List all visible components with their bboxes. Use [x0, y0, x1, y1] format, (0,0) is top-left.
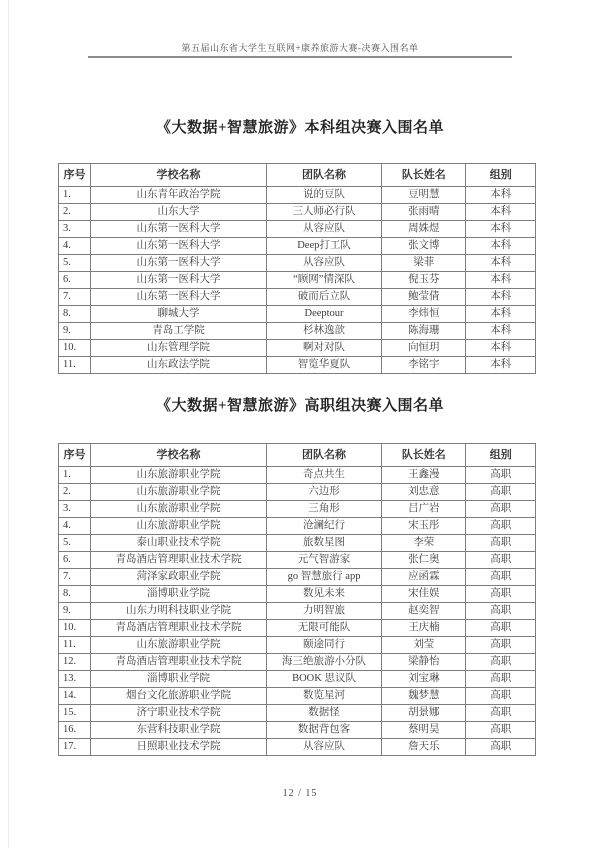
table-cell: 数见未来: [266, 586, 381, 603]
table-row: [59, 357, 536, 374]
table-cell: 数览星河: [266, 688, 381, 705]
table-row: [59, 637, 536, 654]
table-cell: 山东青年政治学院: [91, 187, 267, 204]
table-cell: 高职: [466, 552, 536, 569]
table-cell: 高职: [466, 603, 536, 620]
table-cell: 梁菲: [382, 255, 466, 272]
table-cell: 高职: [466, 688, 536, 705]
table-cell: 烟台文化旅游职业学院: [91, 688, 267, 705]
table-row: [59, 187, 536, 204]
table-row: [59, 484, 536, 501]
table-row: [59, 739, 536, 756]
table-row: [59, 221, 536, 238]
table-cell: 10.: [59, 620, 91, 637]
table-cell: 4.: [59, 238, 91, 255]
table-cell: 高职: [466, 501, 536, 518]
table-cell: 高职: [466, 705, 536, 722]
table-cell: 高职: [466, 654, 536, 671]
table-cell: 三人师必行队: [266, 204, 381, 221]
table-cell: 山东旅游职业学院: [91, 518, 267, 535]
table-cell: 9.: [59, 323, 91, 340]
table-cell: 力明智旅: [266, 603, 381, 620]
table-cell: 本科: [466, 289, 536, 306]
table-cell: 山东大学: [91, 204, 267, 221]
table-cell: 王庆楠: [382, 620, 466, 637]
header-divider: [88, 56, 512, 58]
table-cell: 沧澜纪行: [266, 518, 381, 535]
table-row: [59, 705, 536, 722]
table-cell: 吕广岩: [382, 501, 466, 518]
table-cell: 4.: [59, 518, 91, 535]
table-cell: 本科: [466, 357, 536, 374]
table-row: [59, 654, 536, 671]
table-cell: 聊城大学: [91, 306, 267, 323]
table-cell: 智览华夏队: [266, 357, 381, 374]
vocational-table-head: [59, 444, 536, 467]
table-cell: 淄博职业学院: [91, 671, 267, 688]
table-cell: 1.: [59, 187, 91, 204]
table-cell: 淄博职业学院: [91, 586, 267, 603]
table-cell: 山东政法学院: [91, 357, 267, 374]
table-cell: 1.: [59, 467, 91, 484]
table-cell: 刘莹: [382, 637, 466, 654]
table-cell: 高职: [466, 671, 536, 688]
table-cell: 本科: [466, 255, 536, 272]
table-cell: 东营科技职业学院: [91, 722, 267, 739]
table-cell: 高职: [466, 484, 536, 501]
table-cell: 青岛酒店管理职业技术学院: [91, 552, 267, 569]
table-cell: 山东第一医科大学: [91, 289, 267, 306]
table-cell: 赵奕智: [382, 603, 466, 620]
table-cell: 杉林逸歆: [266, 323, 381, 340]
table-cell: 山东旅游职业学院: [91, 637, 267, 654]
table-cell: 山东第一医科大学: [91, 221, 267, 238]
table-cell: 3.: [59, 221, 91, 238]
table-cell: 鲍莹倩: [382, 289, 466, 306]
table-cell: 高职: [466, 637, 536, 654]
table-cell: 2.: [59, 484, 91, 501]
table-row: [59, 620, 536, 637]
table-cell: 山东旅游职业学院: [91, 484, 267, 501]
table-cell: 梁静怡: [382, 654, 466, 671]
table-row: [59, 340, 536, 357]
table-cell: 青岛酒店管理职业技术学院: [91, 654, 267, 671]
table-cell: 从容应队: [266, 255, 381, 272]
table-cell: go 智慧旅行 app: [266, 569, 381, 586]
table-cell: 数据背包客: [266, 722, 381, 739]
table-row: [59, 569, 536, 586]
table-row: [59, 255, 536, 272]
document-header-text: 第五届山东省大学生互联网+康养旅游大赛-决赛入围名单: [181, 43, 419, 53]
table-cell: 倪玉芬: [382, 272, 466, 289]
table-cell: 山东第一医科大学: [91, 255, 267, 272]
table-cell: 9.: [59, 603, 91, 620]
table-cell: 本科: [466, 323, 536, 340]
table-cell: 8.: [59, 586, 91, 603]
table-cell: 青岛酒店管理职业技术学院: [91, 620, 267, 637]
table-row: [59, 722, 536, 739]
table-cell: 元气智游家: [266, 552, 381, 569]
table-cell: 宋佳娱: [382, 586, 466, 603]
undergraduate-section-title: 《大数据+智慧旅游》本科组决赛入围名单: [155, 120, 445, 136]
table-header-row: [59, 164, 536, 187]
table-row: [59, 501, 536, 518]
page-left-edge-line: [8, 0, 9, 848]
table-cell: 山东第一医科大学: [91, 238, 267, 255]
table-cell: 三角形: [266, 501, 381, 518]
table-cell: 高职: [466, 569, 536, 586]
table-cell: 本科: [466, 204, 536, 221]
table-cell: 高职: [466, 620, 536, 637]
table-cell: 李荣: [382, 535, 466, 552]
table-cell: 宋玉彤: [382, 518, 466, 535]
undergraduate-table-head: [59, 164, 536, 187]
table-row: [59, 272, 536, 289]
table-row: [59, 535, 536, 552]
table-cell: 3.: [59, 501, 91, 518]
table-row: [59, 603, 536, 620]
table-cell: 海三绝旅游小分队: [266, 654, 381, 671]
table-cell: 本科: [466, 306, 536, 323]
table-row: [59, 688, 536, 705]
table-cell: 6.: [59, 272, 91, 289]
table-cell: 青岛工学院: [91, 323, 267, 340]
table-cell: 向恒玥: [382, 340, 466, 357]
table-cell: 5.: [59, 255, 91, 272]
table-row: [59, 586, 536, 603]
table-cell: 高职: [466, 739, 536, 756]
table-row: [59, 467, 536, 484]
table-cell: 高职: [466, 586, 536, 603]
column-header: 学校名称: [91, 164, 267, 187]
table-cell: 刘宝琳: [382, 671, 466, 688]
table-cell: 数据怪: [266, 705, 381, 722]
table-cell: 山东旅游职业学院: [91, 467, 267, 484]
table-cell: 本科: [466, 221, 536, 238]
table-cell: 破而后立队: [266, 289, 381, 306]
table-cell: 颐途同行: [266, 637, 381, 654]
undergraduate-table-body: [59, 187, 536, 374]
table-cell: 魏梦慧: [382, 688, 466, 705]
table-cell: “顾网”情深队: [266, 272, 381, 289]
document-header: [0, 0, 600, 54]
table-cell: 11.: [59, 357, 91, 374]
table-row: [59, 238, 536, 255]
table-cell: 张雨晴: [382, 204, 466, 221]
undergraduate-table: [58, 163, 536, 374]
table-cell: 高职: [466, 722, 536, 739]
table-cell: 张文博: [382, 238, 466, 255]
column-header: 团队名称: [266, 164, 381, 187]
table-cell: 无限可能队: [266, 620, 381, 637]
table-cell: 李炜恒: [382, 306, 466, 323]
table-cell: 张仁奥: [382, 552, 466, 569]
table-cell: 高职: [466, 535, 536, 552]
table-cell: 旅数星图: [266, 535, 381, 552]
table-cell: 说的豆队: [266, 187, 381, 204]
table-cell: 蔡明昊: [382, 722, 466, 739]
column-header: 学校名称: [91, 444, 267, 467]
table-cell: 六边形: [266, 484, 381, 501]
table-cell: 本科: [466, 272, 536, 289]
table-cell: 5.: [59, 535, 91, 552]
column-header: 组别: [466, 444, 536, 467]
column-header: 队长姓名: [382, 444, 466, 467]
table-cell: 山东力明科技职业学院: [91, 603, 267, 620]
table-cell: 2.: [59, 204, 91, 221]
table-row: [59, 306, 536, 323]
table-cell: 山东第一医科大学: [91, 272, 267, 289]
table-cell: 本科: [466, 238, 536, 255]
table-cell: 周姝煜: [382, 221, 466, 238]
table-cell: 15.: [59, 705, 91, 722]
table-row: [59, 552, 536, 569]
table-cell: Deep打工队: [266, 238, 381, 255]
vocational-table: [58, 443, 536, 756]
table-cell: 应函霖: [382, 569, 466, 586]
table-cell: 日照职业技术学院: [91, 739, 267, 756]
table-cell: 詹天乐: [382, 739, 466, 756]
column-header: 团队名称: [266, 444, 381, 467]
table-cell: 李铭宇: [382, 357, 466, 374]
table-cell: 8.: [59, 306, 91, 323]
table-row: [59, 518, 536, 535]
table-cell: 本科: [466, 187, 536, 204]
table-cell: 本科: [466, 340, 536, 357]
table-cell: 6.: [59, 552, 91, 569]
table-cell: 陈海珊: [382, 323, 466, 340]
table-cell: 高职: [466, 467, 536, 484]
table-cell: 7.: [59, 569, 91, 586]
table-cell: 王鑫漫: [382, 467, 466, 484]
table-cell: 刘忠意: [382, 484, 466, 501]
column-header: 序号: [59, 164, 91, 187]
table-cell: 啊对对队: [266, 340, 381, 357]
table-cell: 17.: [59, 739, 91, 756]
table-cell: 菏泽家政职业学院: [91, 569, 267, 586]
table-cell: 泰山职业技术学院: [91, 535, 267, 552]
table-cell: 豆明慧: [382, 187, 466, 204]
table-row: [59, 671, 536, 688]
table-cell: 11.: [59, 637, 91, 654]
table-cell: 奇点共生: [266, 467, 381, 484]
page-number-text: 12 / 15: [282, 788, 318, 799]
table-cell: BOOK 思议队: [266, 671, 381, 688]
table-cell: 山东旅游职业学院: [91, 501, 267, 518]
table-cell: Deeptour: [266, 306, 381, 323]
table-cell: 高职: [466, 518, 536, 535]
page-number: [0, 788, 600, 799]
vocational-section-title: 《大数据+智慧旅游》高职组决赛入围名单: [155, 398, 445, 414]
table-row: [59, 204, 536, 221]
table-cell: 10.: [59, 340, 91, 357]
table-header-row: [59, 444, 536, 467]
column-header: 组别: [466, 164, 536, 187]
table-cell: 从容应队: [266, 739, 381, 756]
table-cell: 13.: [59, 671, 91, 688]
table-cell: 12.: [59, 654, 91, 671]
vocational-table-body: [59, 467, 536, 756]
table-cell: 从容应队: [266, 221, 381, 238]
table-cell: 济宁职业技术学院: [91, 705, 267, 722]
table-row: [59, 323, 536, 340]
table-row: [59, 289, 536, 306]
table-cell: 14.: [59, 688, 91, 705]
table-cell: 7.: [59, 289, 91, 306]
table-cell: 山东管理学院: [91, 340, 267, 357]
table-cell: 胡景娜: [382, 705, 466, 722]
table-cell: 16.: [59, 722, 91, 739]
column-header: 序号: [59, 444, 91, 467]
column-header: 队长姓名: [382, 164, 466, 187]
